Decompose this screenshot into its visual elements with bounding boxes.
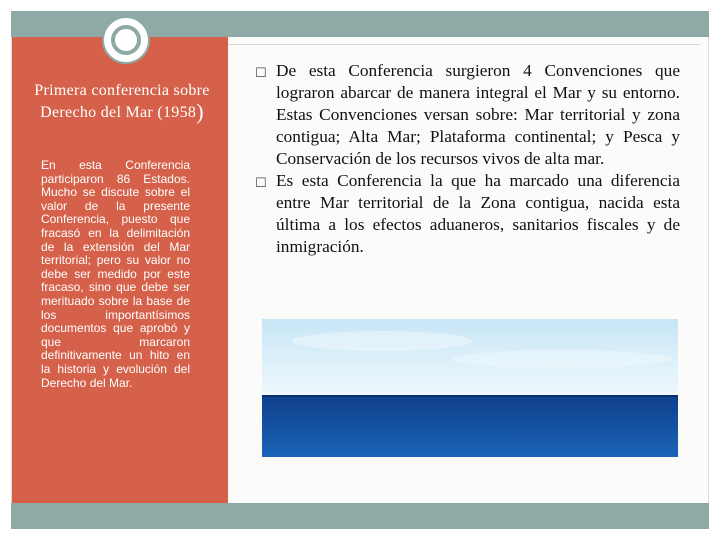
bottom-band — [11, 503, 709, 529]
circle-ornament-inner — [111, 25, 141, 55]
bullet-text: De esta Conferencia surgieron 4 Convenciones que lograron abarcar de manera integral el Mar y su entorno. Estas Convenciones versan sobre: Mar territorial y zona contigua; Alta Mar; Plataforma continental; y Pesca y Conservación de los recursos vivos de alta mar. — [276, 61, 680, 168]
divider-line — [228, 44, 700, 45]
slide-title — [28, 80, 216, 123]
horizon-line — [262, 395, 678, 397]
sidebar-body-text: En esta Conferencia participaron 86 Estados. Mucho se discute sobre el valor de la presente Conferencia, puesto que fracasó en la delimitación de la extensión del Mar territorial; pero su valor no debe ser medido por este fracaso, sino que debe ser merituado sobre la base de los importantísimos documentos que aprobó y que marcaron definitivamente un hito en la historia y evolución del Derecho del Mar. — [41, 158, 190, 390]
sea-horizon-image — [262, 319, 678, 457]
circle-ornament-icon — [102, 16, 150, 64]
checkbox-bullet-icon: ☐ — [255, 176, 267, 191]
bullet-text: Es esta Conferencia la que ha marcado una diferencia entre Mar territorial de la Zona contigua, nacida esta última a los efectos aduaneros, sanitarios fiscales y de inmigración. — [276, 171, 680, 256]
slide-title-paren: ) — [196, 99, 204, 124]
slide-title-text: Primera conferencia sobre Derecho del Mar (1958 — [34, 82, 210, 121]
bullet-item — [248, 170, 680, 258]
sea-area — [262, 395, 678, 457]
cloud-shape — [292, 331, 472, 351]
sea-horizon-photo — [262, 319, 678, 457]
bullet-item — [248, 60, 680, 170]
checkbox-bullet-icon: ☐ — [255, 66, 267, 81]
cloud-shape — [452, 350, 672, 368]
bullet-list — [248, 60, 680, 258]
